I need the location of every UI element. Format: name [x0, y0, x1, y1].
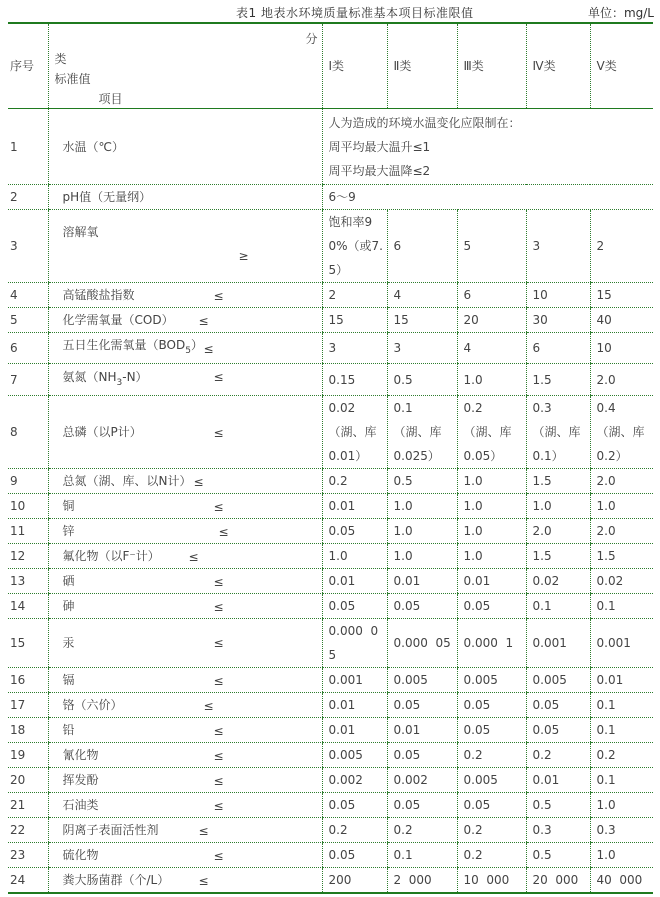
value-line: 6～9 [328, 190, 356, 204]
value-line: 0.3 [532, 401, 552, 415]
value-line: 0.2 [463, 401, 483, 415]
value-class-2: 0.000 05 [387, 619, 457, 668]
row-number: 9 [8, 469, 48, 494]
value-class-1: 200 [322, 868, 387, 894]
value-class-3: 1.0 [457, 364, 526, 396]
value-class-1: 0.05 [322, 843, 387, 868]
item-name [48, 210, 322, 283]
less-equal-operator: ≤ [213, 425, 224, 440]
item-name [48, 743, 322, 768]
header-row [8, 23, 653, 109]
header-class-3: Ⅲ类 [457, 23, 526, 109]
value-line: （湖、库 [463, 425, 512, 439]
value-class-4: 1.0 [526, 494, 590, 519]
value-line: （湖、库 [532, 425, 581, 439]
item-name [48, 594, 322, 619]
value-class-5: 1.5 [590, 544, 653, 569]
item-text: 溶解氧 [62, 225, 99, 239]
item-text: 氰化物 [62, 748, 99, 762]
value-class-1: 0.2 [322, 818, 387, 843]
item-name [48, 868, 322, 894]
value-class-4: 0.5 [526, 793, 590, 818]
less-equal-operator: ≤ [188, 549, 199, 564]
item-name [48, 519, 322, 544]
table-row [8, 469, 653, 494]
less-equal-operator: ≤ [213, 499, 224, 514]
row-number: 7 [8, 364, 48, 396]
value-line: 0.4 [596, 401, 616, 415]
value-class-5 [590, 396, 653, 469]
value-class-2: 0.01 [387, 569, 457, 594]
value-class-4: 0.01 [526, 768, 590, 793]
row-number: 23 [8, 843, 48, 868]
item-name [48, 843, 322, 868]
item-text: 总磷（以P计） [62, 425, 142, 439]
less-equal-operator: ≤ [193, 474, 204, 489]
value-class-3: 5 [457, 210, 526, 283]
value-class-2: 15 [387, 308, 457, 333]
value-class-4: 3 [526, 210, 590, 283]
row-number: 11 [8, 519, 48, 544]
table-row [8, 396, 653, 469]
value-line: 0.2） [596, 449, 628, 463]
row-number: 19 [8, 743, 48, 768]
item-name [48, 283, 322, 308]
value-class-2: 0.05 [387, 594, 457, 619]
value-class-1: 0.01 [322, 718, 387, 743]
value-class-5: 0.01 [590, 668, 653, 693]
table-row [8, 718, 653, 743]
value-class-3: 0.2 [457, 743, 526, 768]
table-row [8, 793, 653, 818]
value-class-1: 0.05 [322, 793, 387, 818]
value-class-2: 0.1 [387, 843, 457, 868]
row-number: 16 [8, 668, 48, 693]
table-row [8, 569, 653, 594]
value-class-5: 2.0 [590, 469, 653, 494]
item-text: 砷 [62, 599, 75, 613]
value-class-4: 0.2 [526, 743, 590, 768]
value-class-3: 1.0 [457, 519, 526, 544]
value-line: 5 [328, 648, 337, 662]
item-name [48, 668, 322, 693]
value-line: 0.000 0 [328, 624, 379, 638]
item-text: 铬（六价） [62, 698, 123, 712]
value-class-3: 0.05 [457, 594, 526, 619]
table-row [8, 768, 653, 793]
value-class-2: 1.0 [387, 519, 457, 544]
value-class-1: 0.01 [322, 569, 387, 594]
item-text: 化学需氧量（COD） [62, 313, 174, 327]
item-name [48, 308, 322, 333]
item-subscript: 3 [116, 377, 123, 388]
value-line: （湖、库 [393, 425, 442, 439]
header-lei: 类 [54, 52, 67, 66]
value-class-2: 0.05 [387, 743, 457, 768]
row-number: 15 [8, 619, 48, 668]
value-class-3: 6 [457, 283, 526, 308]
item-text: 铅 [62, 723, 75, 737]
less-equal-operator: ≤ [213, 773, 224, 788]
item-text: pH值（无量纲） [62, 190, 152, 204]
less-equal-operator: ≤ [198, 823, 209, 838]
row-number: 21 [8, 793, 48, 818]
water-quality-standard-table [8, 22, 653, 894]
value-class-5: 0.001 [590, 619, 653, 668]
value-class-5: 0.2 [590, 743, 653, 768]
value-class-2: 0.01 [387, 718, 457, 743]
table-row [8, 210, 653, 283]
table-row [8, 364, 653, 396]
header-item: 项目 [98, 92, 123, 106]
table-row [8, 494, 653, 519]
value-class-1: 0.15 [322, 364, 387, 396]
less-equal-operator: ≤ [213, 723, 224, 738]
table-title: 表1 地表水环境质量标准基本项目标准限值 [236, 6, 474, 20]
value-class-3: 1.0 [457, 469, 526, 494]
value-class-3: 1.0 [457, 544, 526, 569]
less-equal-operator: ≤ [213, 748, 224, 763]
row-number: 3 [8, 210, 48, 283]
unit-label: 单位：mg/L [587, 6, 654, 20]
value-class-1: 0.05 [322, 594, 387, 619]
value-class-3: 0.2 [457, 843, 526, 868]
table-row [8, 868, 653, 894]
row-number: 14 [8, 594, 48, 619]
header-class-2: Ⅱ类 [387, 23, 457, 109]
table-row [8, 308, 653, 333]
value-class-5: 2 [590, 210, 653, 283]
value-class-4: 0.1 [526, 594, 590, 619]
value-class-3: 0.005 [457, 668, 526, 693]
value-class-5: 0.1 [590, 768, 653, 793]
row-number: 8 [8, 396, 48, 469]
value-class-5: 0.3 [590, 818, 653, 843]
value-class-5: 0.1 [590, 718, 653, 743]
value-class-1 [322, 396, 387, 469]
item-name [48, 494, 322, 519]
value-class-3: 0.05 [457, 793, 526, 818]
item-name [48, 793, 322, 818]
row-number: 17 [8, 693, 48, 718]
value-class-4: 0.001 [526, 619, 590, 668]
item-text: 阴离子表面活性剂 [62, 823, 159, 837]
item-text: 五日生化需氧量（BOD [62, 338, 186, 352]
value-class-1: 0.01 [322, 693, 387, 718]
table-row [8, 818, 653, 843]
value-class-4: 0.05 [526, 718, 590, 743]
value-class-5: 2.0 [590, 364, 653, 396]
value-class-5: 1.0 [590, 843, 653, 868]
item-subscript: 5 [185, 346, 191, 356]
item-text: 总氮（湖、库、以N计） [62, 474, 192, 488]
item-text: 氨氮（NH [62, 369, 117, 384]
row-number: 1 [8, 109, 48, 185]
table-row [8, 743, 653, 768]
value-class-4: 1.5 [526, 469, 590, 494]
row-number: 5 [8, 308, 48, 333]
header-class-1: Ⅰ类 [322, 23, 387, 109]
value-class-1: 0.001 [322, 668, 387, 693]
value-class-1: 0.002 [322, 768, 387, 793]
less-equal-operator: ≤ [213, 574, 224, 589]
item-text: 镉 [62, 673, 75, 687]
value-class-1: 饱和率90%（或7.5） [322, 210, 387, 283]
row-number: 22 [8, 818, 48, 843]
less-equal-operator: ≤ [203, 341, 214, 356]
header-seq: 序号 [8, 23, 48, 109]
item-text: -N） [122, 369, 148, 384]
value-class-4: 1.5 [526, 364, 590, 396]
value-class-3: 0.05 [457, 718, 526, 743]
less-equal-operator: ≤ [213, 635, 224, 650]
less-equal-operator: ≤ [213, 798, 224, 813]
item-text: 高锰酸盐指数 [62, 288, 135, 302]
table-row [8, 519, 653, 544]
value-line: 0.1） [532, 449, 564, 463]
item-name [48, 619, 322, 668]
row-number: 10 [8, 494, 48, 519]
value-class-5: 1.0 [590, 793, 653, 818]
item-name [48, 544, 322, 569]
header-standard: 标准值 [54, 72, 91, 86]
value-class-3: 1.0 [457, 494, 526, 519]
less-equal-operator: ≤ [213, 848, 224, 863]
value-class-5: 0.1 [590, 594, 653, 619]
header-diagonal-cell [48, 23, 322, 109]
item-text: 粪大肠菌群（个/L） [62, 873, 170, 887]
value-class-5: 0.1 [590, 693, 653, 718]
value-line: 人为造成的环境水温变化应限制在： [328, 115, 521, 130]
row-number: 4 [8, 283, 48, 308]
table-row [8, 843, 653, 868]
value-class-3: 0.000 1 [457, 619, 526, 668]
value-class-3 [457, 396, 526, 469]
less-equal-operator: ≤ [213, 599, 224, 614]
value-class-2: 0.002 [387, 768, 457, 793]
greater-equal-operator: ≥ [238, 249, 249, 263]
value-class-5: 0.02 [590, 569, 653, 594]
value-line: 0.025） [393, 449, 440, 463]
value-class-5: 10 [590, 333, 653, 364]
value-class-5: 1.0 [590, 494, 653, 519]
value-class-5: 2.0 [590, 519, 653, 544]
less-equal-operator: ≤ [218, 524, 229, 539]
row-number: 13 [8, 569, 48, 594]
value-class-1 [322, 619, 387, 668]
value-class-2: 4 [387, 283, 457, 308]
value-class-1: 0.2 [322, 469, 387, 494]
value-line: 周平均最大温降≤2 [328, 163, 431, 178]
value-class-4: 6 [526, 333, 590, 364]
table-row [8, 283, 653, 308]
row-number: 20 [8, 768, 48, 793]
value-class-1: 0.01 [322, 494, 387, 519]
row-number: 2 [8, 185, 48, 210]
table-row [8, 544, 653, 569]
value-class-3: 10 000 [457, 868, 526, 894]
value-class-3: 0.005 [457, 768, 526, 793]
value-class-3: 0.01 [457, 569, 526, 594]
value-class-2: 2 000 [387, 868, 457, 894]
value-class-4: 0.05 [526, 693, 590, 718]
value-class-4: 1.5 [526, 544, 590, 569]
less-equal-operator: ≤ [213, 370, 224, 384]
row-number: 18 [8, 718, 48, 743]
value-class-3: 0.2 [457, 818, 526, 843]
value-line: 0.1 [393, 401, 413, 415]
value-class-2: 1.0 [387, 544, 457, 569]
value-class-5: 15 [590, 283, 653, 308]
value-class-2: 1.0 [387, 494, 457, 519]
value-line: （湖、库 [328, 425, 377, 439]
item-text: 铜 [62, 499, 75, 513]
table-row [8, 333, 653, 364]
value-line: 周平均最大温升≤1 [328, 139, 431, 154]
value-class-2: 6 [387, 210, 457, 283]
value-class-5: 40 000 [590, 868, 653, 894]
value-class-2: 0.2 [387, 818, 457, 843]
row-number: 6 [8, 333, 48, 364]
table-caption [0, 0, 660, 22]
value-class-4: 0.5 [526, 843, 590, 868]
value-class-2: 3 [387, 333, 457, 364]
less-equal-operator: ≤ [213, 288, 224, 303]
value-class-1: 0.05 [322, 519, 387, 544]
item-text: 硫化物 [62, 848, 99, 862]
value-class-4: 2.0 [526, 519, 590, 544]
value-line: 0.02 [328, 401, 356, 415]
item-name [48, 469, 322, 494]
header-fen: 分 [305, 32, 318, 46]
value-class-4: 0.3 [526, 818, 590, 843]
item-name [48, 768, 322, 793]
value-class-2: 0.05 [387, 693, 457, 718]
less-equal-operator: ≤ [213, 673, 224, 688]
table-row [8, 109, 653, 185]
value-line: 0.05） [463, 449, 503, 463]
item-name [48, 818, 322, 843]
value-class-2: 0.5 [387, 469, 457, 494]
less-equal-operator: ≤ [203, 698, 214, 713]
value-line: （湖、库 [596, 425, 645, 439]
item-text: ） [190, 338, 203, 352]
value-class-1: 15 [322, 308, 387, 333]
value-class-4 [526, 396, 590, 469]
item-text: 挥发酚 [62, 773, 99, 787]
item-text: 水温（℃） [62, 139, 124, 154]
table-row [8, 693, 653, 718]
value-class-5: 40 [590, 308, 653, 333]
item-name [48, 569, 322, 594]
header-class-4: Ⅳ类 [526, 23, 590, 109]
merged-value-cell [322, 109, 653, 185]
item-name [48, 396, 322, 469]
value-class-1: 2 [322, 283, 387, 308]
value-line: 0.01） [328, 449, 368, 463]
row-number: 24 [10, 873, 26, 887]
value-class-4: 30 [526, 308, 590, 333]
value-class-3: 4 [457, 333, 526, 364]
value-class-4: 0.02 [526, 569, 590, 594]
item-name [48, 693, 322, 718]
table-row [8, 619, 653, 668]
value-class-2: 0.5 [387, 364, 457, 396]
item-name [48, 185, 322, 210]
value-class-2 [387, 396, 457, 469]
value-class-1: 0.005 [322, 743, 387, 768]
item-text: 锌 [62, 524, 75, 538]
item-name [48, 109, 322, 185]
less-equal-operator: ≤ [198, 313, 209, 328]
item-name [48, 333, 322, 364]
header-class-5: Ⅴ类 [590, 23, 653, 109]
item-text: 石油类 [62, 798, 99, 812]
item-name [48, 364, 322, 396]
item-name [48, 718, 322, 743]
item-text: 硒 [62, 574, 75, 588]
value-class-4: 20 000 [526, 868, 590, 894]
row-number: 12 [8, 544, 48, 569]
value-class-2: 0.05 [387, 793, 457, 818]
item-text: 汞 [62, 636, 75, 650]
value-class-4: 10 [526, 283, 590, 308]
table-row [8, 594, 653, 619]
table-row [8, 185, 653, 210]
value-class-4: 0.005 [526, 668, 590, 693]
value-class-1: 3 [322, 333, 387, 364]
table-row [8, 668, 653, 693]
value-class-3: 0.05 [457, 693, 526, 718]
less-equal-operator: ≤ [198, 873, 209, 888]
value-class-2: 0.005 [387, 668, 457, 693]
value-class-1: 1.0 [322, 544, 387, 569]
item-text: 氟化物（以F⁻计） [62, 549, 160, 563]
value-class-3: 20 [457, 308, 526, 333]
merged-value-cell [322, 185, 653, 210]
